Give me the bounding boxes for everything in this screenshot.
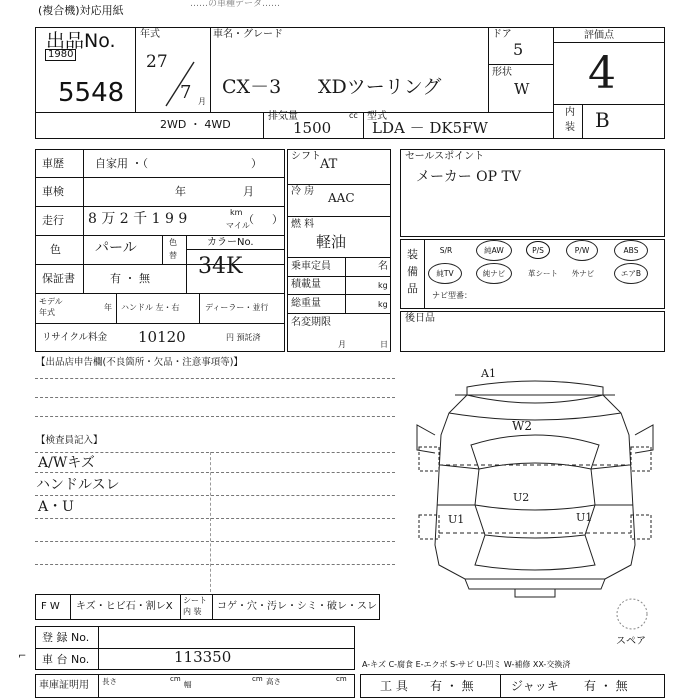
inspector-line bbox=[35, 518, 395, 519]
mileage-paren-close: ） bbox=[272, 213, 283, 226]
diagram-mark-a1: A1 bbox=[481, 367, 496, 380]
history-close: ） bbox=[251, 157, 262, 170]
divider bbox=[500, 674, 501, 698]
divider bbox=[35, 235, 285, 236]
load-unit: kg bbox=[378, 281, 388, 290]
chassis-mark: ⌐ bbox=[18, 651, 27, 662]
history-label: 車歴 bbox=[42, 157, 64, 170]
car-diagram bbox=[405, 365, 665, 600]
gross-label: 総重量 bbox=[291, 298, 321, 309]
divider bbox=[35, 264, 285, 265]
model-code-label: 型式 bbox=[367, 111, 387, 122]
doors-value: 5 bbox=[513, 40, 524, 59]
load-label: 積載量 bbox=[291, 279, 321, 290]
cert-length-unit: cm bbox=[170, 675, 181, 683]
year-label: 年式 bbox=[140, 29, 160, 40]
warranty-label: 保証書 bbox=[42, 272, 75, 285]
shape-label: 形状 bbox=[492, 67, 512, 78]
equip-aw: 純AW bbox=[476, 240, 512, 261]
remarks-label: 【出品店申告欄(不良箇所・欠品・注意事項等)】 bbox=[36, 357, 243, 368]
divider bbox=[287, 184, 391, 185]
shape-value: W bbox=[514, 80, 530, 98]
interior-label-1: 内 bbox=[565, 107, 575, 118]
equipment-label-1: 装 bbox=[407, 248, 418, 261]
fuel-value: 軽油 bbox=[316, 233, 347, 251]
equipment-label-2: 備 bbox=[407, 265, 418, 278]
mileage-paren-open: （ bbox=[243, 213, 254, 226]
equip-tv: 純TV bbox=[428, 263, 462, 284]
inspector-label: 【検査員記入】 bbox=[36, 435, 103, 446]
divider bbox=[35, 293, 285, 294]
divider bbox=[287, 294, 391, 295]
fw-items: キズ・ヒビ石・割レX bbox=[76, 601, 173, 612]
color-change-1: 色 bbox=[169, 238, 177, 247]
divider bbox=[35, 323, 285, 324]
capacity-label: 乗車定員 bbox=[291, 261, 331, 272]
post-fit-box bbox=[400, 311, 665, 352]
cert-width-unit: cm bbox=[252, 675, 263, 683]
damage-legend: A-キズ C-腐食 E-エクボ S-サビ U-凹ミ W-補修 XX-交換済 bbox=[362, 660, 571, 669]
inspection-month: 月 bbox=[243, 185, 254, 198]
registration-period-label: 名変期限 bbox=[291, 317, 331, 328]
cert-width: 幅 bbox=[184, 680, 192, 689]
model-year-handle: ハンドル 左・右 bbox=[121, 303, 180, 312]
model-code-value: LDA － DK5FW bbox=[372, 119, 488, 137]
inspector-line-1: A/Wキズ bbox=[38, 455, 95, 471]
interior-value: B bbox=[595, 108, 610, 132]
inspector-line-2: ハンドルスレ bbox=[36, 477, 120, 493]
ac-label: 冷 房 bbox=[291, 186, 315, 197]
remarks-line bbox=[35, 416, 395, 417]
post-fit-label: 後日品 bbox=[405, 313, 435, 324]
mileage-unit-mile: マイル bbox=[226, 221, 250, 230]
diagram-mark-u1-left: U1 bbox=[448, 513, 465, 526]
lot-label: 出品No. bbox=[46, 30, 116, 52]
inspector-line bbox=[35, 495, 395, 496]
divider bbox=[186, 249, 285, 250]
inspector-line bbox=[35, 541, 395, 542]
gross-unit: kg bbox=[378, 300, 388, 309]
divider bbox=[287, 257, 391, 258]
chassis-value: 113350 bbox=[174, 648, 232, 666]
remarks-line bbox=[35, 378, 395, 379]
color-label: 色 bbox=[50, 243, 61, 256]
divider bbox=[424, 239, 425, 309]
top-cut-text: ……の車種データ…… bbox=[190, 0, 281, 9]
lot-sub-label: 1980 bbox=[45, 49, 76, 61]
tools-value: 有 ・ 無 bbox=[430, 679, 474, 693]
doors-label: ドア bbox=[492, 29, 512, 40]
sales-point-value: メーカー OP TV bbox=[416, 169, 521, 185]
divider bbox=[70, 594, 71, 620]
warranty-value: 有 ・ 無 bbox=[110, 272, 150, 285]
cert-length: 長さ bbox=[102, 677, 117, 686]
registration-period-day: 日 bbox=[380, 340, 388, 349]
divider bbox=[83, 149, 84, 293]
displacement-unit: cc bbox=[349, 111, 358, 120]
form-note: (複合機)対応用紙 bbox=[38, 4, 124, 17]
shift-value: AT bbox=[320, 157, 338, 172]
divider bbox=[180, 594, 181, 620]
cert-height-unit: cm bbox=[336, 675, 347, 683]
spare-tire-icon bbox=[615, 597, 649, 631]
divider bbox=[116, 293, 117, 323]
divider bbox=[488, 27, 489, 113]
history-value: 自家用 ・（ bbox=[95, 157, 148, 170]
mileage-label: 走行 bbox=[42, 214, 64, 227]
jack-label: ジャッキ bbox=[511, 679, 559, 693]
divider bbox=[210, 27, 211, 113]
fw-seat-items: コゲ・穴・汚レ・シミ・破レ・スレ bbox=[217, 601, 377, 612]
score-value: 4 bbox=[588, 48, 616, 99]
equip-ps: P/S bbox=[526, 241, 550, 259]
diagram-mark-u1-right: U1 bbox=[576, 511, 593, 524]
divider bbox=[162, 235, 163, 264]
divider bbox=[553, 42, 665, 43]
divider bbox=[199, 293, 200, 323]
car-label: 車名・グレード bbox=[213, 29, 283, 40]
jack-value: 有 ・ 無 bbox=[584, 679, 628, 693]
year-month-value: 7 bbox=[180, 82, 192, 103]
mileage-value: 8 万 2 千 1 9 9 bbox=[88, 211, 188, 227]
equipment-navi-label: ナビ型番： bbox=[432, 291, 472, 300]
inspection-year: 年 bbox=[175, 185, 186, 198]
equip-abs: ABS bbox=[614, 240, 648, 261]
inspector-line bbox=[35, 564, 395, 565]
ac-value: AAC bbox=[328, 191, 355, 205]
inspection-label: 車検 bbox=[42, 185, 64, 198]
equip-sr: S/R bbox=[439, 245, 453, 255]
fw-seat-2: 内 装 bbox=[183, 607, 202, 616]
diagram-mark-w2: W2 bbox=[512, 419, 532, 433]
equip-ext-navi: 外ナビ bbox=[571, 268, 595, 278]
model-year-year: 年 bbox=[104, 303, 112, 312]
drive-label: 2WD ・ 4WD bbox=[160, 118, 231, 131]
divider bbox=[287, 313, 391, 314]
divider bbox=[186, 235, 187, 293]
inspector-line-3: A・U bbox=[38, 499, 74, 515]
fw-seat-1: シート bbox=[183, 596, 207, 605]
color-no-label: カラーNo. bbox=[207, 237, 254, 248]
shift-label: シフト bbox=[291, 151, 321, 162]
model-year-label-2: 年式 bbox=[39, 308, 55, 317]
interior-label-2: 装 bbox=[565, 122, 575, 133]
mileage-unit-km: km bbox=[230, 208, 243, 217]
cert-height: 高さ bbox=[266, 677, 281, 686]
displacement-label: 排気量 bbox=[268, 111, 298, 122]
divider bbox=[287, 276, 391, 277]
divider bbox=[363, 112, 364, 139]
equip-navi: 純ナビ bbox=[476, 263, 512, 284]
recycle-label: リサイクル料金 bbox=[42, 332, 108, 343]
divider bbox=[488, 64, 553, 65]
fw-label: F W bbox=[41, 601, 60, 612]
sales-point-box bbox=[400, 149, 665, 237]
tools-label: 工 具 bbox=[380, 679, 408, 693]
equipment-label-3: 品 bbox=[407, 282, 418, 295]
equip-leather: 革シート bbox=[528, 268, 558, 278]
chassis-label: 車 台 No. bbox=[42, 653, 90, 666]
divider bbox=[345, 257, 346, 313]
sales-point-label: セールスポイント bbox=[405, 151, 485, 162]
color-no-value: 34K bbox=[198, 254, 243, 279]
capacity-unit: 名 bbox=[378, 261, 388, 272]
color-change-2: 替 bbox=[169, 251, 177, 260]
equip-pw: P/W bbox=[566, 240, 598, 261]
car-grade: XDツーリング bbox=[318, 76, 442, 98]
model-year-dealer: ディーラー・並行 bbox=[205, 303, 269, 312]
inspector-line bbox=[35, 452, 395, 453]
model-year-label-1: モデル bbox=[39, 297, 63, 306]
equip-airbag: エアB bbox=[614, 263, 648, 284]
fuel-label: 燃 料 bbox=[291, 219, 315, 230]
recycle-value: 10120 bbox=[138, 328, 186, 346]
score-label: 評価点 bbox=[584, 30, 614, 41]
year-era-value: 27 bbox=[146, 52, 168, 72]
displacement-value: 1500 bbox=[293, 119, 332, 137]
divider bbox=[98, 674, 99, 698]
remarks-line bbox=[35, 397, 395, 398]
car-model: CX－3 bbox=[222, 76, 282, 98]
divider bbox=[582, 104, 583, 139]
divider bbox=[263, 112, 264, 139]
reg-label: 登 録 No. bbox=[42, 631, 90, 644]
divider bbox=[212, 594, 213, 620]
year-month-suffix: 月 bbox=[198, 97, 206, 106]
divider bbox=[553, 27, 554, 139]
divider bbox=[210, 452, 211, 592]
lot-number: 5548 bbox=[58, 78, 125, 108]
divider bbox=[135, 27, 136, 113]
divider bbox=[287, 216, 391, 217]
recycle-unit: 円 預託済 bbox=[226, 333, 261, 342]
registration-period-month: 月 bbox=[338, 340, 346, 349]
color-value: パール bbox=[95, 240, 137, 256]
cert-label: 車庫証明用 bbox=[39, 680, 89, 691]
inspector-line bbox=[35, 472, 395, 473]
divider bbox=[553, 104, 665, 105]
info-table bbox=[35, 149, 285, 352]
divider bbox=[35, 206, 285, 207]
divider bbox=[35, 177, 285, 178]
spare-label: スペア bbox=[616, 636, 646, 647]
diagram-mark-u2: U2 bbox=[513, 491, 530, 504]
